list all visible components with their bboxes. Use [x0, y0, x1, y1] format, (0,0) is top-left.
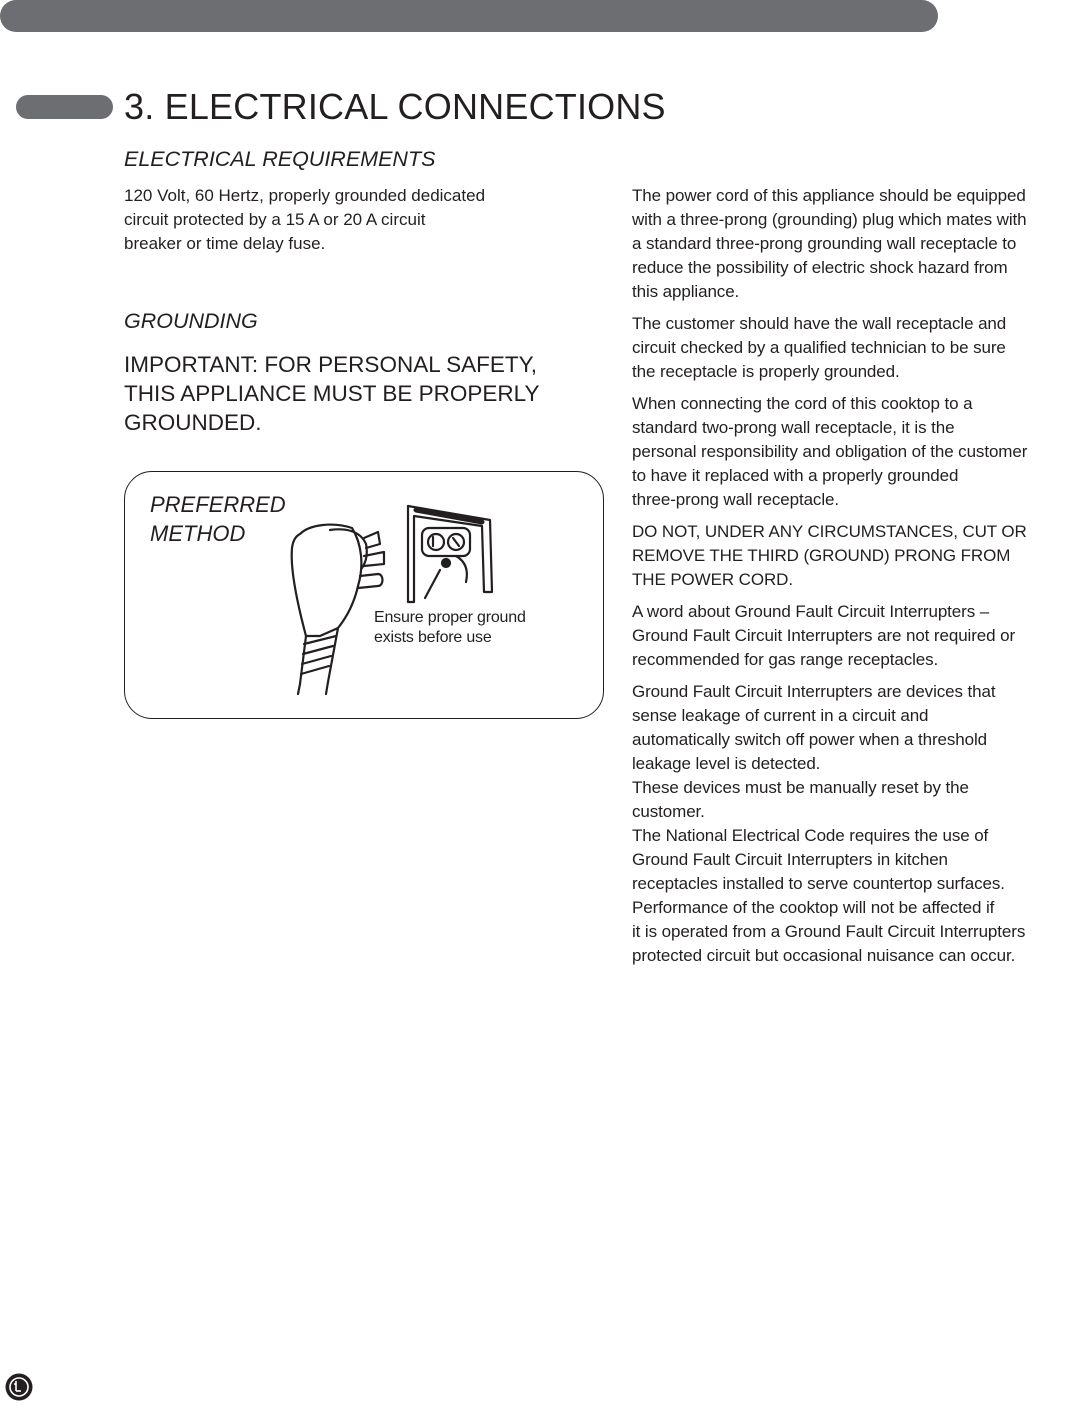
outlet-icon	[422, 528, 470, 556]
method-title-line: PREFERRED	[150, 492, 286, 517]
info-line: sense leakage of current in a circuit and	[632, 706, 929, 725]
notice-line: IMPORTANT: FOR PERSONAL SAFETY,	[124, 352, 537, 377]
grounded-plug-illustration	[270, 494, 502, 698]
caption-line: exists before use	[374, 629, 492, 646]
info-line: automatically switch off power when a threshold	[632, 730, 988, 749]
header-bar	[0, 0, 938, 32]
info-line: REMOVE THE THIRD (GROUND) PRONG FROM	[632, 546, 1011, 565]
preferred-method-title	[150, 490, 286, 548]
requirements-line: circuit protected by a 15 A or 20 A circuit	[124, 210, 426, 229]
info-line: The National Electrical Code requires the use of	[632, 826, 989, 845]
caption-line: Ensure proper ground	[374, 609, 526, 626]
info-paragraph	[632, 184, 1084, 304]
info-line: THE POWER CORD.	[632, 570, 793, 589]
requirements-paragraph	[124, 184, 574, 256]
info-line: These devices must be manually reset by the	[632, 778, 969, 797]
info-line: with a three-prong (grounding) plug which mates with	[632, 210, 1027, 229]
info-line: to have it replaced with a properly grounded	[632, 466, 959, 485]
info-line: Performance of the cooktop will not be affected if	[632, 898, 995, 917]
info-line: Ground Fault Circuit Interrupters in kitchen	[632, 850, 948, 869]
info-line: it is operated from a Ground Fault Circuit Interrupters	[632, 922, 1026, 941]
section-tab-marker	[16, 95, 113, 119]
requirements-line: 120 Volt, 60 Hertz, properly grounded dedicated	[124, 186, 486, 205]
info-paragraph	[632, 680, 1084, 968]
important-safety-notice	[124, 350, 594, 437]
info-line: a standard three-prong grounding wall receptacle to	[632, 234, 1017, 253]
info-line: The customer should have the wall receptacle and	[632, 314, 1007, 333]
right-column	[632, 184, 1084, 976]
info-line: A word about Ground Fault Circuit Interrupters –	[632, 602, 990, 621]
info-line: the receptacle is properly grounded.	[632, 362, 900, 381]
info-line: standard two-prong wall receptacle, it is the	[632, 418, 955, 437]
method-title-line: METHOD	[150, 521, 246, 546]
info-line: recommended for gas range receptacles.	[632, 650, 939, 669]
info-line: The power cord of this appliance should be equipped	[632, 186, 1026, 205]
info-line: this appliance.	[632, 282, 740, 301]
notice-line: THIS APPLIANCE MUST BE PROPERLY	[124, 381, 540, 406]
page-title: 3. ELECTRICAL CONNECTIONS	[124, 86, 666, 127]
info-line: three-prong wall receptacle.	[632, 490, 839, 509]
info-line: personal responsibility and obligation of the customer	[632, 442, 1028, 461]
info-line: customer.	[632, 802, 705, 821]
info-line: Ground Fault Circuit Interrupters are not required or	[632, 626, 1016, 645]
info-paragraph	[632, 392, 1084, 512]
lg-logo-icon	[5, 1373, 33, 1401]
plug-icon	[292, 525, 362, 636]
info-line: DO NOT, UNDER ANY CIRCUMSTANCES, CUT OR	[632, 522, 1027, 541]
plug-caption	[374, 608, 526, 648]
info-line: Ground Fault Circuit Interrupters are devices that	[632, 682, 996, 701]
info-line: leakage level is detected.	[632, 754, 821, 773]
info-line: circuit checked by a qualified technician to be sure	[632, 338, 1006, 357]
info-line: When connecting the cord of this cooktop to a	[632, 394, 973, 413]
info-line: reduce the possibility of electric shock hazard from	[632, 258, 1008, 277]
notice-line: GROUNDED.	[124, 410, 262, 435]
requirements-line: breaker or time delay fuse.	[124, 234, 326, 253]
info-line: protected circuit but occasional nuisance can occur.	[632, 946, 1016, 965]
info-paragraph	[632, 600, 1084, 672]
electrical-requirements-heading: ELECTRICAL REQUIREMENTS	[124, 147, 436, 171]
info-line: receptacles installed to serve countertop surfaces.	[632, 874, 1005, 893]
info-paragraph	[632, 312, 1084, 384]
grounding-heading: GROUNDING	[124, 309, 258, 333]
info-paragraph	[632, 520, 1084, 592]
